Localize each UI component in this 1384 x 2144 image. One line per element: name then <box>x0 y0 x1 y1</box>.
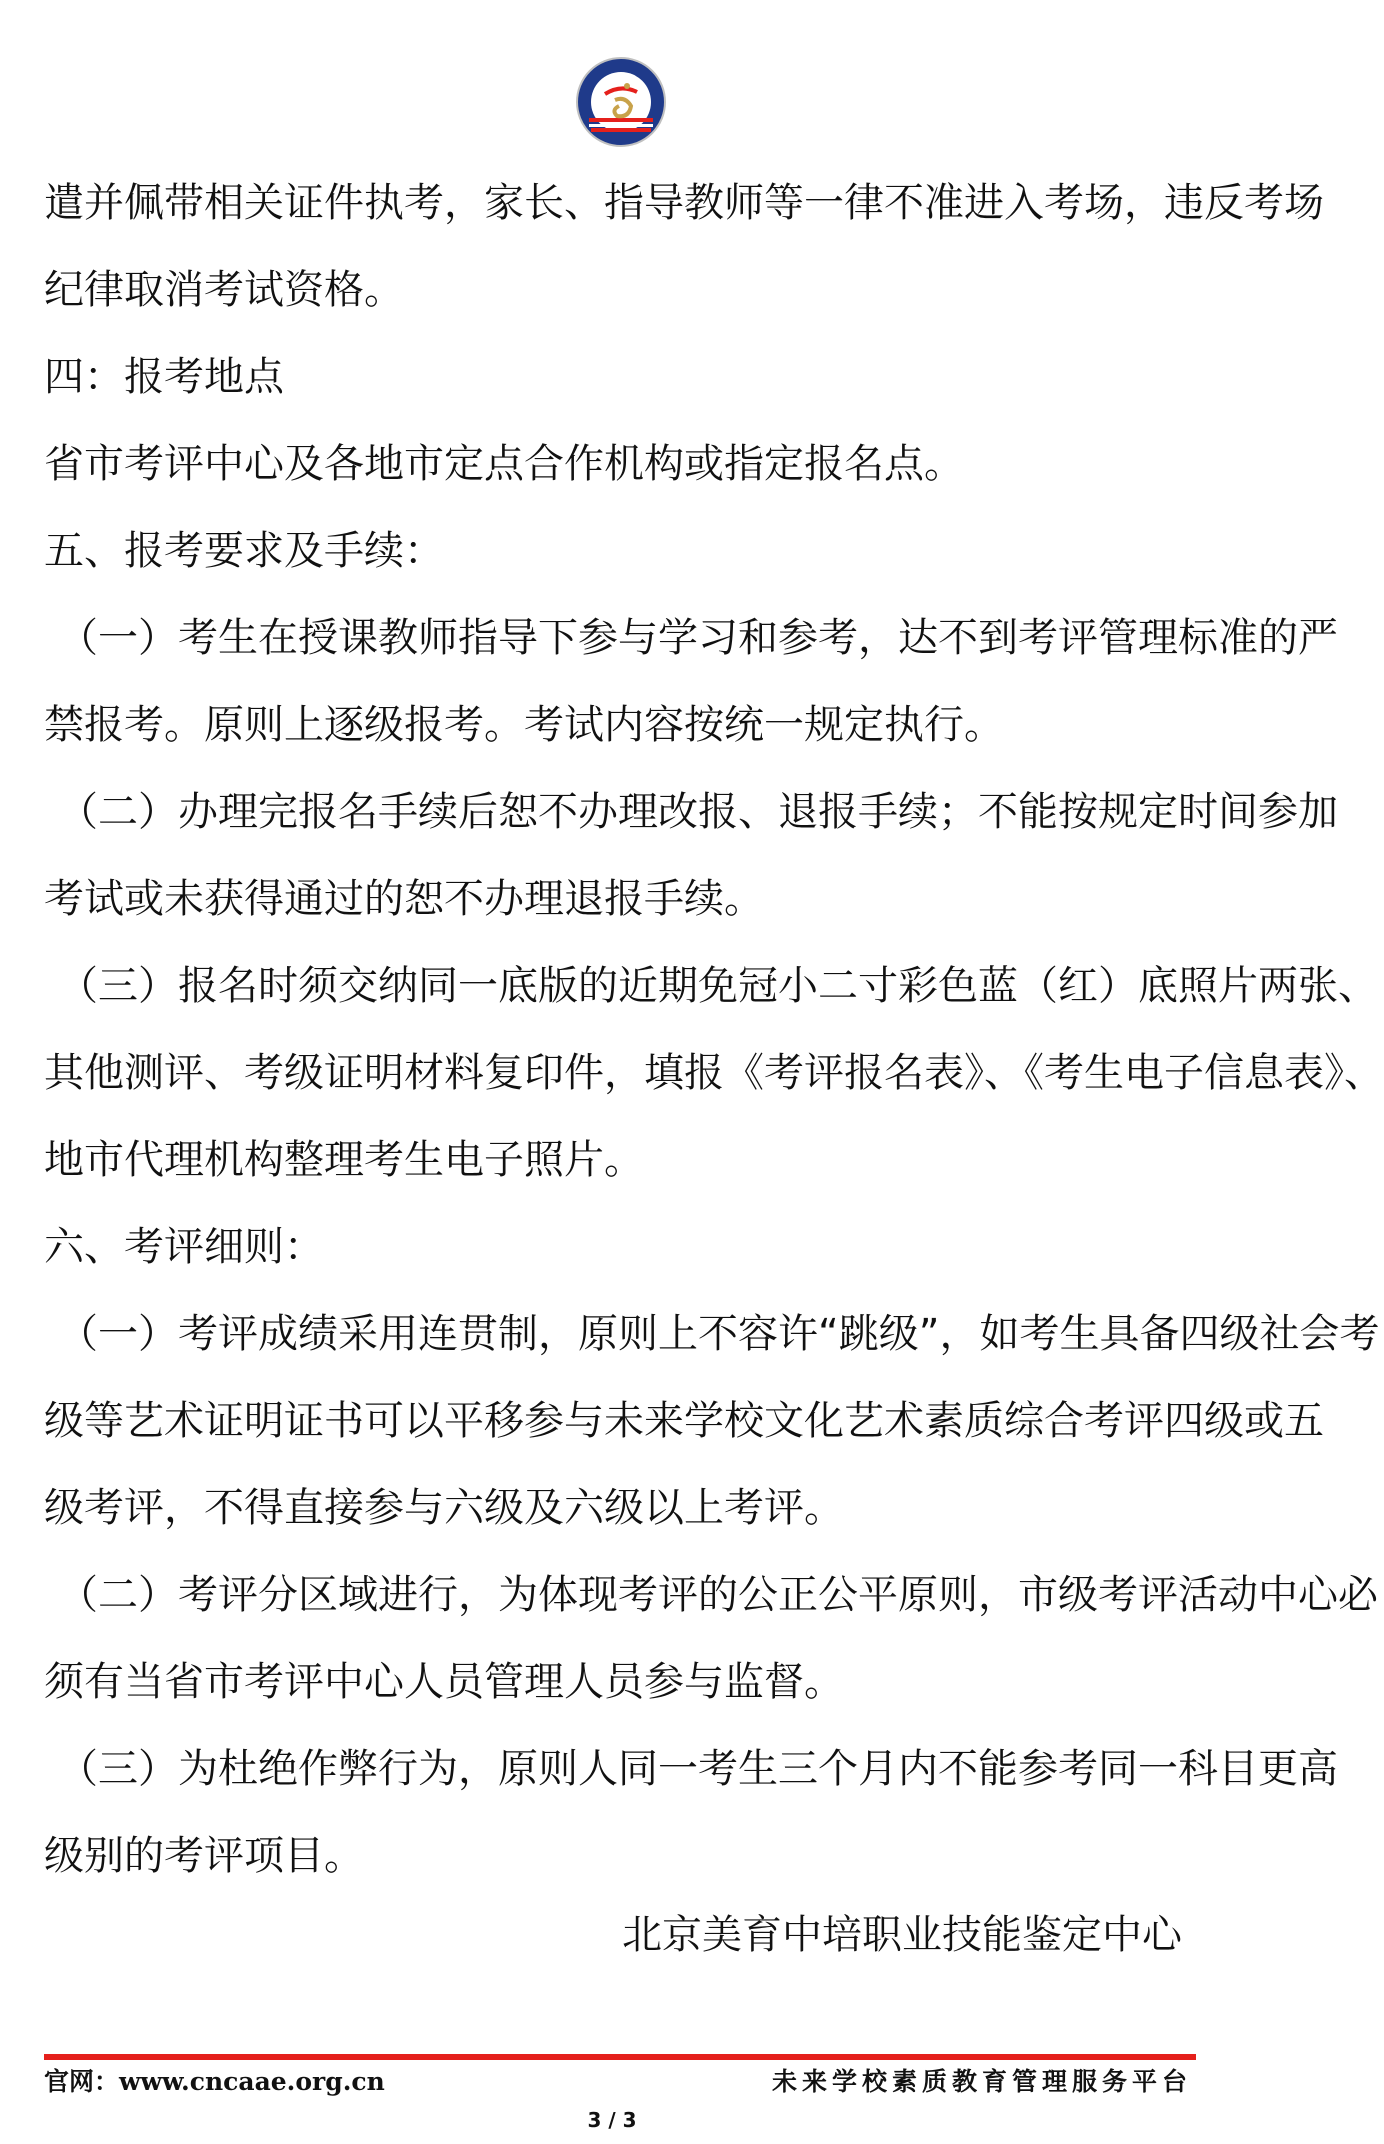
organization-logo-icon <box>575 56 667 148</box>
paragraph-line: （二）考评分区域进行，为体现考评的公正公平原则，市级考评活动中心必 <box>58 1572 1378 1618</box>
footer-platform-name: 未来学校素质教育管理服务平台 <box>771 2067 1192 2096</box>
paragraph-line: 省市考评中心及各地市定点合作机构或指定报名点。 <box>44 441 964 487</box>
paragraph-line: 禁报考。原则上逐级报考。考试内容按统一规定执行。 <box>44 702 1004 748</box>
section-heading: 五、报考要求及手续： <box>44 528 444 574</box>
footer-divider <box>44 2054 1196 2060</box>
paragraph-line: （一）考评成绩采用连贯制，原则上不容许“跳级”，如考生具备四级社会考 <box>58 1311 1380 1357</box>
section-heading: 六、考评细则： <box>44 1224 324 1270</box>
paragraph-line: 遣并佩带相关证件执考，家长、指导教师等一律不准进入考场，违反考场 <box>44 180 1324 226</box>
paragraph-line: 考试或未获得通过的恕不办理退报手续。 <box>44 876 764 922</box>
paragraph-line: 纪律取消考试资格。 <box>44 267 404 313</box>
paragraph-line: 其他测评、考级证明材料复印件，填报《考评报名表》、《考生电子信息表》、 <box>44 1050 1384 1096</box>
paragraph-line: 级考评，不得直接参与六级及六级以上考评。 <box>44 1485 844 1531</box>
section-heading: 四：报考地点 <box>44 354 284 400</box>
paragraph-line: （三）为杜绝作弊行为，原则人同一考生三个月内不能参考同一科目更高 <box>58 1746 1338 1792</box>
paragraph-line: 地市代理机构整理考生电子照片。 <box>44 1137 644 1183</box>
paragraph-line: （二）办理完报名手续后恕不办理改报、退报手续；不能按规定时间参加 <box>58 789 1338 835</box>
paragraph-line: （一）考生在授课教师指导下参与学习和参考，达不到考评管理标准的严 <box>58 615 1338 661</box>
document-body <box>44 160 1384 1900</box>
paragraph-line: 级别的考评项目。 <box>44 1833 364 1879</box>
paragraph-line: （三）报名时须交纳同一底版的近期免冠小二寸彩色蓝（红）底照片两张、 <box>58 963 1378 1009</box>
page-number: 3 / 3 <box>587 2108 637 2132</box>
footer-website: 官网：www.cncaae.org.cn <box>44 2067 385 2096</box>
paragraph-line: 级等艺术证明证书可以平移参与未来学校文化艺术素质综合考评四级或五 <box>44 1398 1324 1444</box>
issuer-signature: 北京美育中培职业技能鉴定中心 <box>622 1912 1182 1958</box>
paragraph-line: 须有当省市考评中心人员管理人员参与监督。 <box>44 1659 844 1705</box>
